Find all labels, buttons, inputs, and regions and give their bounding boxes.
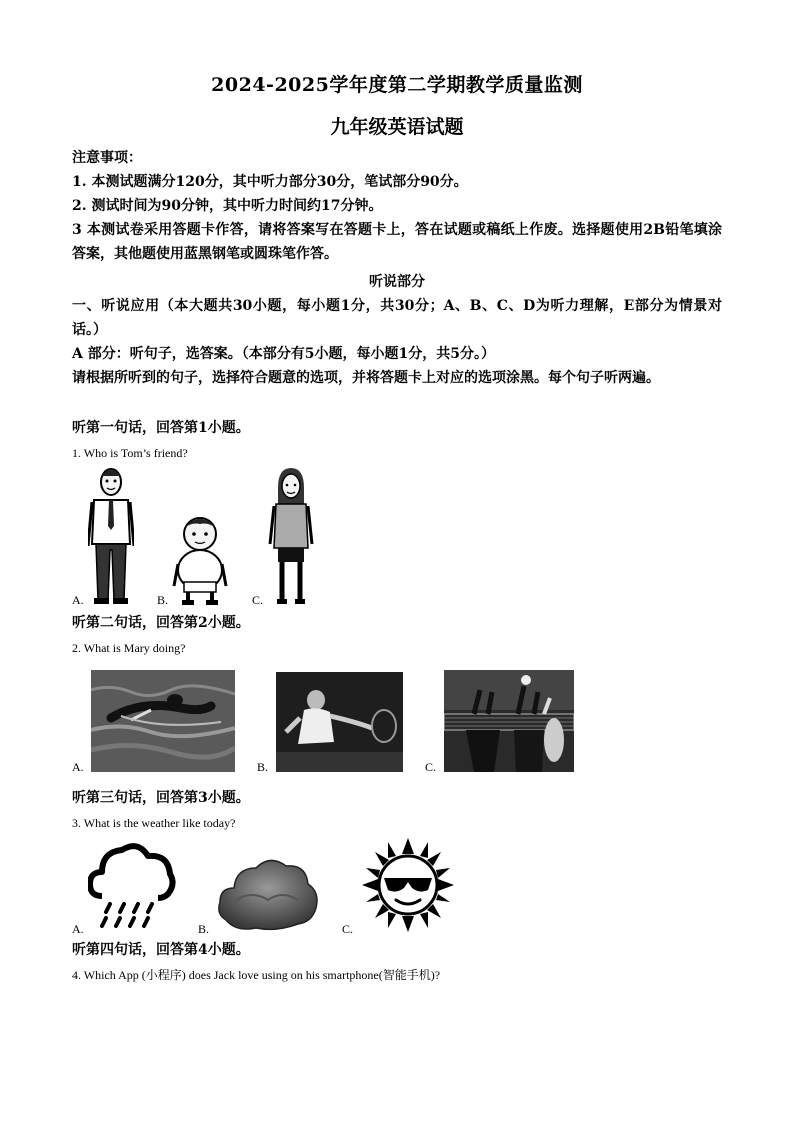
q3-option-a[interactable]: A. [72,922,84,936]
note-item-2: 2. 测试时间为90分钟，其中听力时间约17分钟。 [72,198,383,214]
part-a-instruction: 请根据所听到的句子，选择符合题意的选项，并将答题卡上对应的选项涂黑。每个句子听两遍。 [72,370,660,386]
q1-option-a[interactable]: A. [72,593,84,607]
swimming-photo[interactable] [91,670,235,772]
q2-prompt: 听第二句话，回答第2小题。 [72,615,250,631]
q2-option-a[interactable]: A. [72,760,84,774]
dark-cloud-icon[interactable] [216,854,320,934]
q3-option-b[interactable]: B. [198,922,210,936]
q2-option-b[interactable]: B. [257,760,269,774]
notes-heading: 注意事项： [72,150,142,166]
note-item-3: 3 本测试卷采用答题卡作答，请将答案写在答题卡上，答在试题或稿纸上作废。选择题使用2B铅笔填涂答案，其他题使用蓝黑钢笔或圆珠笔作答。 [72,222,722,262]
q4-prompt: 听第四句话，回答第4小题。 [72,942,250,958]
chubby-boy-icon[interactable] [172,514,228,606]
q4-text: 4. Which App (小程序) does Jack love using on his smartphone(智能手机)? [72,968,441,982]
exam-subtitle: 九年级英语试题 [330,116,464,138]
q3-prompt: 听第三句话，回答第3小题。 [72,790,250,806]
note-item-1: 1. 本测试题满分120分，其中听力部分30分，笔试部分90分。 [72,174,468,190]
tennis-photo[interactable] [276,672,403,772]
exam-title: 2024-2025学年度第二学期教学质量监测 [211,74,583,96]
volleyball-photo[interactable] [444,670,574,772]
q1-option-b[interactable]: B. [157,593,169,607]
q1-option-c[interactable]: C. [252,593,264,607]
q2-text: 2. What is Mary doing? [72,641,186,655]
q1-prompt: 听第一句话，回答第1小题。 [72,420,250,436]
rain-cloud-icon[interactable] [88,838,176,930]
part-one-heading: 一、听说应用（本大题共30小题，每小题1分，共30分；A、B、C、D为听力理解，E部分为情景对话。） [72,298,722,338]
girl-icon[interactable] [268,466,314,606]
part-a-heading: A 部分：听句子，选答案。（本部分有5小题，每小题1分，共5分。） [72,346,495,362]
q2-option-c[interactable]: C. [425,760,437,774]
section-heading: 听说部分 [369,274,425,290]
q1-text: 1. Who is Tom’s friend? [72,446,188,460]
sun-with-sunglasses-icon[interactable] [362,838,454,932]
q3-option-c[interactable]: C. [342,922,354,936]
q3-text: 3. What is the weather like today? [72,816,236,830]
man-in-tie-icon[interactable] [88,466,134,606]
